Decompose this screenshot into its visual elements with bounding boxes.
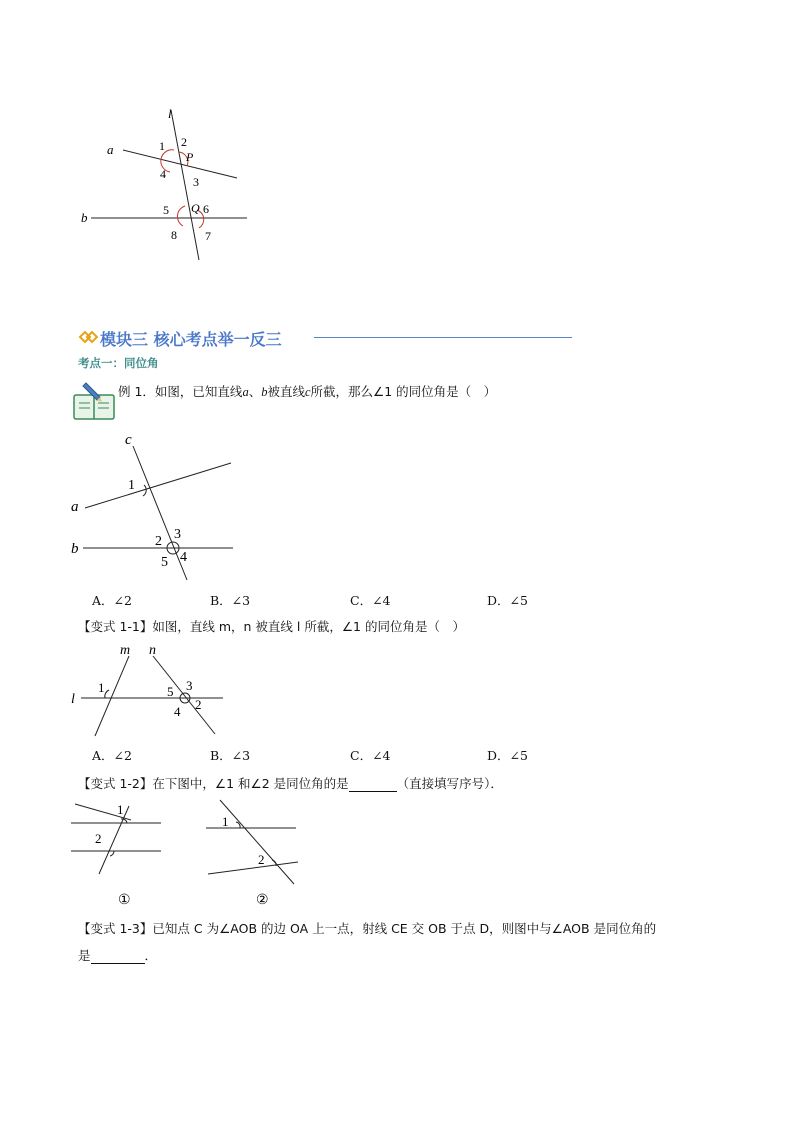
label-m: m <box>120 643 131 658</box>
angle-label-1: 1 <box>128 478 135 493</box>
angle-label-2: 2 <box>181 135 187 149</box>
example1-option-a[interactable]: A．∠2 <box>92 593 132 608</box>
figure-caption-2: ② <box>256 893 269 908</box>
example1-option-d[interactable]: D．∠5 <box>487 593 528 608</box>
variant11-option-b[interactable]: B．∠3 <box>210 748 251 763</box>
line-a <box>85 463 231 508</box>
variant13-line2-suffix: ． <box>144 948 158 963</box>
angle-label-2: 2 <box>155 534 162 549</box>
example1-sep: 、 <box>248 384 262 399</box>
variant11-figure <box>65 640 235 740</box>
angle-label-1: 1 <box>98 680 105 695</box>
variant11-option-c[interactable]: C．∠4 <box>350 748 391 763</box>
example1-var-c: c <box>304 385 311 399</box>
angle-label-5: 5 <box>167 684 174 699</box>
label-b: b <box>71 541 79 557</box>
label-n: n <box>149 643 156 658</box>
transversal-line <box>99 806 129 874</box>
variant13-question-line1: 【变式 1-3】已知点 C 为∠AOB 的边 OA 上一点，射线 CE 交 OB 于点 D，则图中与∠AOB 是同位角的 <box>78 921 657 936</box>
angle-arc-1 <box>143 485 146 496</box>
label-l: l <box>168 106 172 121</box>
kaodian-label: 考点一：同位角 <box>78 356 159 370</box>
angle-arc-2 <box>110 851 114 856</box>
example1-var-a: a <box>242 385 249 399</box>
angle-label-3: 3 <box>193 175 199 189</box>
example1-option-c[interactable]: C．∠4 <box>350 593 391 608</box>
angle-label-4: 4 <box>174 704 181 719</box>
book-pencil-icon <box>72 381 118 423</box>
module-rule <box>314 337 572 338</box>
angle-label-3: 3 <box>186 678 193 693</box>
variant13-line2-prefix: 是 <box>78 948 91 963</box>
angle-label-2: 2 <box>95 831 102 846</box>
line-c <box>133 446 187 580</box>
angle-arc-5-8 <box>177 206 185 226</box>
module-header <box>78 327 578 349</box>
label-q: Q <box>191 201 200 215</box>
angle-label-7: 7 <box>205 229 211 243</box>
variant12-answer-blank[interactable] <box>349 776 397 792</box>
variant12-question <box>78 774 503 792</box>
line-m <box>95 656 129 736</box>
example1-var-b: b <box>261 385 268 399</box>
variant11-option-a[interactable]: A．∠2 <box>92 748 132 763</box>
angle-label-4: 4 <box>180 550 187 565</box>
angle-arc-1 <box>105 690 109 698</box>
example1-question <box>118 382 496 400</box>
angle-label-1: 1 <box>159 139 165 153</box>
variant12-figure-2 <box>200 798 310 908</box>
module-title: 模块三 核心考点举一反三 <box>100 330 282 349</box>
label-b: b <box>81 210 88 225</box>
angle-label-4: 4 <box>160 167 166 181</box>
angle-arc-1 <box>236 822 240 828</box>
slanted-line <box>208 862 298 874</box>
line-n <box>153 656 215 734</box>
label-a: a <box>71 499 79 515</box>
variant12-figure-1 <box>65 798 175 908</box>
variant11-option-d[interactable]: D．∠5 <box>487 748 528 763</box>
angle-label-5: 5 <box>161 555 168 570</box>
example1-text-mid2: 所截，那么∠1 的同位角是（ ） <box>310 384 497 399</box>
label-c: c <box>125 432 132 448</box>
variant12-text-after: （直接填写序号）． <box>396 776 503 791</box>
variant13-answer-blank[interactable] <box>91 948 145 964</box>
example1-text-mid1: 被直线 <box>267 384 305 399</box>
figure-transversal-eight-angles <box>75 100 275 270</box>
diamond-icon <box>78 330 98 344</box>
angle-label-3: 3 <box>174 527 181 542</box>
angle-label-8: 8 <box>171 228 177 242</box>
example1-text-prefix: 例 1．如图，已知直线 <box>118 384 243 399</box>
line-a <box>123 150 237 178</box>
variant12-text-before: 【变式 1-2】在下图中，∠1 和∠2 是同位角的是 <box>78 776 349 791</box>
label-p: P <box>186 150 194 164</box>
figure-caption-1: ① <box>118 893 131 908</box>
variant13-question-line2 <box>78 946 157 964</box>
angle-label-6: 6 <box>203 202 209 216</box>
variant11-question: 【变式 1-1】如图，直线 m，n 被直线 l 所截，∠1 的同位角是（ ） <box>78 619 465 634</box>
example1-figure <box>65 430 245 585</box>
angle-label-1: 1 <box>222 814 229 829</box>
label-a: a <box>107 142 114 157</box>
angle-label-5: 5 <box>163 203 169 217</box>
angle-label-2: 2 <box>258 852 265 867</box>
example1-option-b[interactable]: B．∠3 <box>210 593 251 608</box>
label-l: l <box>71 692 75 707</box>
angle-label-1: 1 <box>117 802 124 817</box>
angle-label-2: 2 <box>195 697 202 712</box>
